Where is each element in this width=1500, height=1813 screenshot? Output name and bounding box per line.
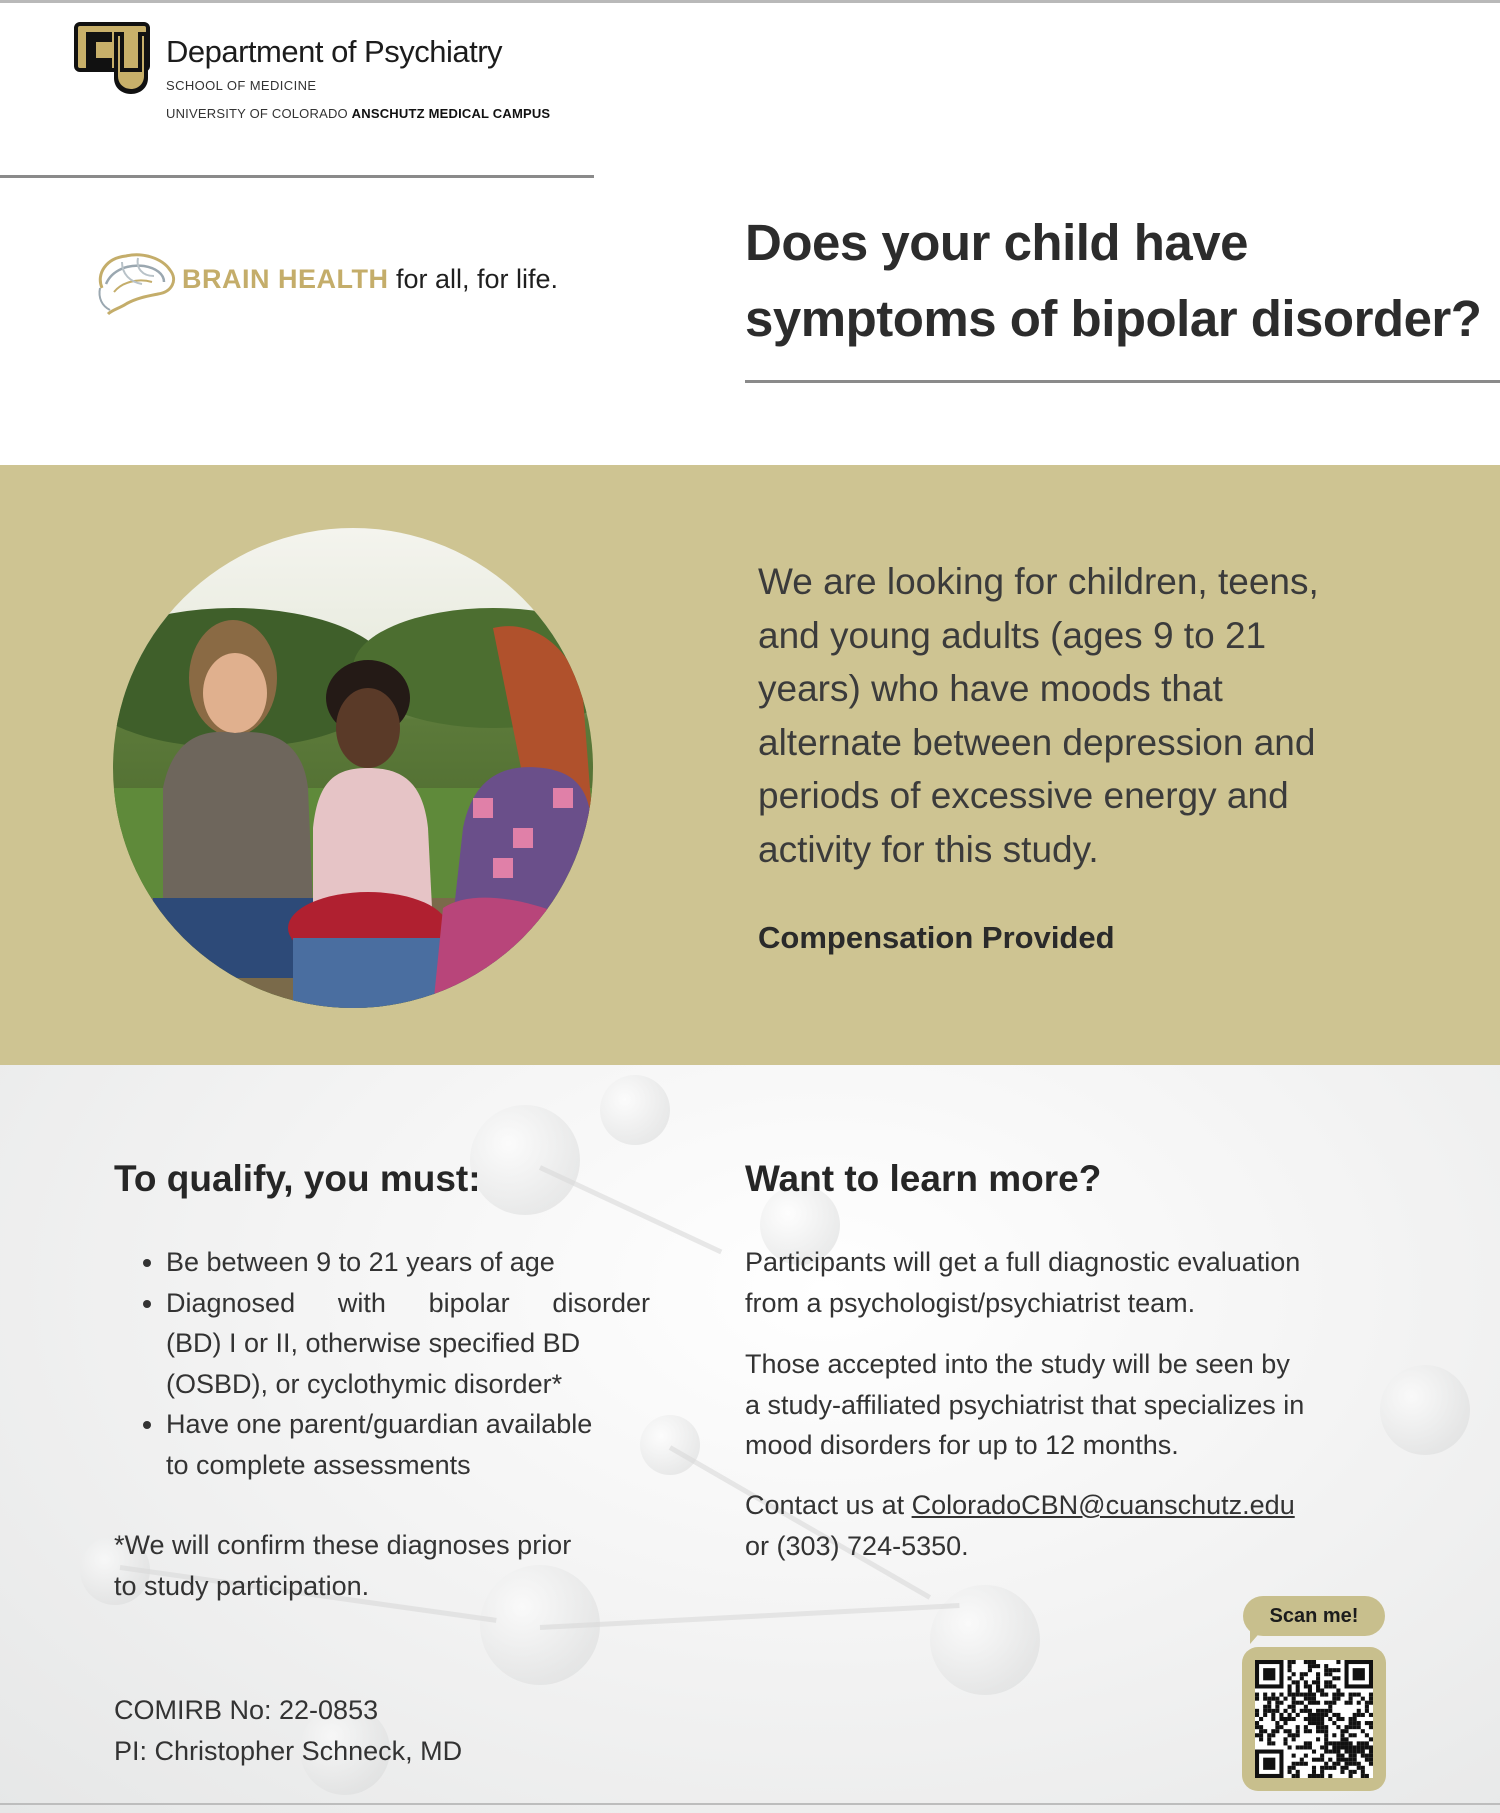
word: bipolar xyxy=(428,1287,510,1318)
criterion-guardian-line-2: to complete assessments xyxy=(166,1449,471,1480)
learn-more-heading: Want to learn more? xyxy=(745,1158,1102,1199)
headline-line-1: Does your child have xyxy=(745,214,1248,271)
list-item xyxy=(166,1404,650,1485)
campus-name: ANSCHUTZ MEDICAL CAMPUS xyxy=(351,106,551,121)
contact-paragraph xyxy=(745,1485,1385,1566)
acceptance-paragraph xyxy=(745,1344,1385,1466)
principal-investigator: PI: Christopher Schneck, MD xyxy=(114,1736,463,1766)
brand-name: BRAIN HEALTH xyxy=(182,264,389,294)
diagnosis-footnote xyxy=(114,1525,622,1606)
description-line: activity for this study. xyxy=(758,828,1099,870)
bottom-border xyxy=(0,1803,1500,1805)
contact-line xyxy=(745,1485,1385,1526)
page-headline xyxy=(745,205,1482,357)
list-item xyxy=(166,1242,650,1283)
contact-prefix: Contact us at xyxy=(745,1490,912,1520)
university-campus xyxy=(166,106,550,121)
qualify-heading: To qualify, you must: xyxy=(114,1158,481,1199)
brand-tagline: for all, for life. xyxy=(396,264,559,294)
headline-divider xyxy=(745,380,1500,383)
study-identifiers xyxy=(114,1690,462,1772)
paragraph-line: a study-affiliated psychiatrist that specializes in xyxy=(745,1389,1305,1420)
qualification-list xyxy=(136,1242,650,1485)
word: with xyxy=(337,1287,386,1318)
footnote-line-1: *We will confirm these diagnoses prior xyxy=(114,1530,572,1560)
brain-icon xyxy=(92,248,180,316)
description-line: We are looking for children, teens, xyxy=(758,561,1319,602)
university-name: UNIVERSITY OF COLORADO xyxy=(166,106,348,121)
description-line: years) who have moods that xyxy=(758,668,1223,709)
criterion-diagnosis-line-2: (BD) I or II, otherwise specified BD xyxy=(166,1328,581,1358)
criterion-diagnosis-line-1 xyxy=(166,1283,650,1324)
criterion-diagnosis-line-3: (OSBD), or cyclothymic disorder* xyxy=(166,1368,563,1399)
compensation-note: Compensation Provided xyxy=(758,920,1115,955)
headline-line-2: symptoms of bipolar disorder? xyxy=(745,290,1482,347)
participants-photo xyxy=(113,528,593,1008)
evaluation-paragraph xyxy=(745,1242,1385,1323)
qr-code-icon[interactable] xyxy=(1255,1660,1373,1778)
description-line: alternate between depression and xyxy=(758,721,1316,763)
header-divider xyxy=(0,175,594,178)
cu-logo-icon xyxy=(74,22,150,96)
word: • Diagnosed xyxy=(166,1287,296,1318)
paragraph-line: Those accepted into the study will be seen by xyxy=(745,1349,1290,1379)
criterion-age: • Be between 9 to 21 years of age xyxy=(166,1247,555,1277)
recruitment-description xyxy=(758,555,1358,876)
footnote-line-2: to study participation. xyxy=(114,1570,370,1601)
scan-bubble-tail xyxy=(1250,1628,1264,1644)
list-item xyxy=(166,1283,650,1405)
phone-line: or (303) 724-5350. xyxy=(745,1530,969,1561)
comirb-number: COMIRB No: 22-0853 xyxy=(114,1695,379,1725)
description-line: and young adults (ages 9 to 21 xyxy=(758,614,1267,656)
paragraph-line: mood disorders for up to 12 months. xyxy=(745,1430,1179,1460)
email-link[interactable]: ColoradoCBN@cuanschutz.edu xyxy=(911,1490,1295,1520)
criterion-guardian-line-1: • Have one parent/guardian available xyxy=(166,1409,593,1439)
word: disorder xyxy=(552,1287,650,1318)
department-name: Department of Psychiatry xyxy=(166,34,503,69)
paragraph-line: from a psychologist/psychiatrist team. xyxy=(745,1287,1196,1318)
description-line: periods of excessive energy and xyxy=(758,775,1289,816)
school-name: SCHOOL OF MEDICINE xyxy=(166,78,317,93)
paragraph-line: Participants will get a full diagnostic evaluation xyxy=(745,1247,1301,1277)
scan-me-label: Scan me! xyxy=(1243,1596,1385,1636)
top-border xyxy=(0,0,1500,3)
brand-line xyxy=(182,264,558,295)
